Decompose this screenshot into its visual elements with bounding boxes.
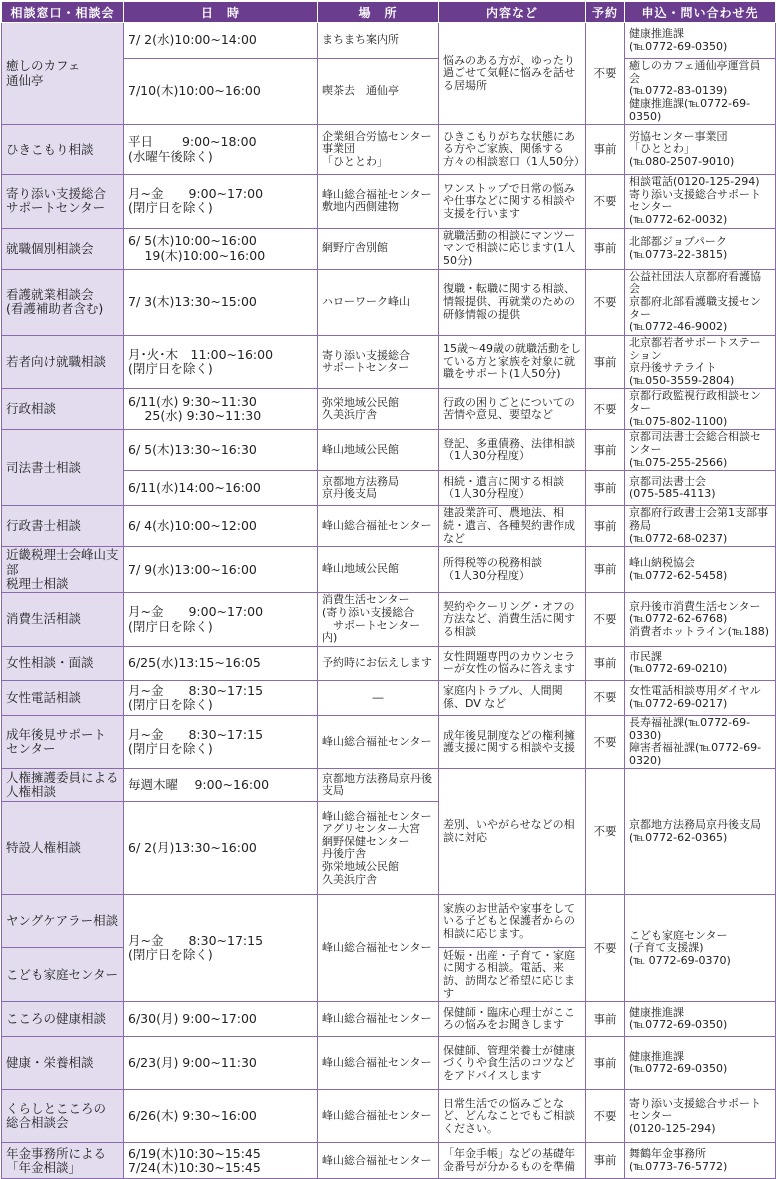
place-cell: 峰山総合福祉センター xyxy=(318,715,439,769)
name-cell: 人権擁護委員による 人権相談 xyxy=(2,769,124,802)
table-row xyxy=(2,1037,776,1090)
place-cell: 峰山総合福祉センター xyxy=(318,1090,439,1143)
table-row xyxy=(2,593,776,647)
place-cell: 峰山総合福祉センター xyxy=(318,1002,439,1037)
header-cell: 相談窓口・相談会 xyxy=(2,2,124,23)
contact-cell: 労協センター事業団 「ひととわ」 (℡080-2507-9010) xyxy=(625,125,776,175)
time-cell: 月~金 8:30~17:15 (閉庁日を除く) xyxy=(124,680,318,715)
resv-cell: 不要 xyxy=(586,593,625,647)
table-row xyxy=(2,769,776,802)
contact-cell: 北部都ジョブパーク (℡0773-22-3815) xyxy=(625,228,776,269)
header-cell: 予約 xyxy=(586,2,625,23)
header-row xyxy=(2,2,776,23)
place-cell: 峰山総合福祉センター アグリセンター大宮 網野保健センター 丹後庁舎 弥栄地域公民館 久美浜庁舎 xyxy=(318,802,439,895)
resv-cell: 事前 xyxy=(586,1037,625,1090)
table-row xyxy=(2,269,776,335)
content-cell: 15歳～49歳の就職活動をしている方と家族を対象に就職をサポート(1人50分) xyxy=(439,335,586,389)
place-cell: 消費生活センター (寄り添い支援総合 サポートセンター内) xyxy=(318,593,439,647)
content-cell: 家族のお世話や家事をしている子どもと保護者からの相談に応じます。 xyxy=(439,895,586,948)
time-cell: 月~金 8:30~17:15 (閉庁日を除く) xyxy=(124,895,318,1002)
content-cell: 登記、多重債務、法律相談（1人30分程度） xyxy=(439,430,586,471)
resv-cell: 不要 xyxy=(586,175,625,229)
content-cell: 家庭内トラブル、人間関係、DV など xyxy=(439,680,586,715)
place-cell: 予約時にお伝えします xyxy=(318,646,439,680)
time-cell: 6/ 5(木)10:00~16:00 19(木)10:00~16:00 xyxy=(124,228,318,269)
table-row xyxy=(2,680,776,715)
table-row xyxy=(2,125,776,175)
contact-cell: 京都地方法務局京丹後支局 (℡0772-62-0365) xyxy=(625,769,776,895)
table-row xyxy=(2,715,776,769)
contact-cell: 健康推進課 (℡0772-69-0350) xyxy=(625,1002,776,1037)
place-cell: 網野庁舎別館 xyxy=(318,228,439,269)
name-cell: 癒しのカフェ 通仙亭 xyxy=(2,23,124,125)
time-cell: 平日 9:00~18:00 (水曜午後除く) xyxy=(124,125,318,175)
name-cell: 特設人権相談 xyxy=(2,802,124,895)
table-row xyxy=(2,23,776,59)
place-cell: 峰山地域公民館 xyxy=(318,430,439,471)
resv-cell: 不要 xyxy=(586,269,625,335)
contact-cell: 峰山納税協会 (℡0772-62-5458) xyxy=(625,547,776,593)
table-row xyxy=(2,547,776,593)
table-row xyxy=(2,175,776,229)
resv-cell: 事前 xyxy=(586,547,625,593)
name-cell: 健康・栄養相談 xyxy=(2,1037,124,1090)
resv-cell: 不要 xyxy=(586,23,625,125)
name-cell: 司法書士相談 xyxy=(2,430,124,506)
name-cell: 看護就業相談会 (看護補助者含む) xyxy=(2,269,124,335)
table-row xyxy=(2,389,776,430)
time-cell: 6/11(水)14:00~16:00 xyxy=(124,471,318,506)
place-cell: 寄り添い支援総合 サポートセンター xyxy=(318,335,439,389)
name-cell: 成年後見サポート センター xyxy=(2,715,124,769)
resv-cell: 事前 xyxy=(586,471,625,506)
contact-cell: 健康推進課 (℡0772-69-0350) xyxy=(625,23,776,59)
place-cell: ハローワーク峰山 xyxy=(318,269,439,335)
time-cell: 月･火･木 11:00~16:00 (閉庁日を除く) xyxy=(124,335,318,389)
time-cell: 6/ 2(月)13:30~16:00 xyxy=(124,802,318,895)
time-cell: 6/19(木)10:30~15:45 7/24(木)10:30~15:45 xyxy=(124,1143,318,1179)
content-cell: 相続・遺言に関する相談（1人30分程度） xyxy=(439,471,586,506)
content-cell: 就職活動の相談にマンツーマンで相談に応じます(1人50分) xyxy=(439,228,586,269)
contact-cell: 公益社団法人京都府看護協会 京都府北部看護職支援センター (℡0772-46-9002) xyxy=(625,269,776,335)
table-row xyxy=(2,430,776,471)
place-cell: ― xyxy=(318,680,439,715)
name-cell: 寄り添い支援総合 サポートセンター xyxy=(2,175,124,229)
content-cell: 「年金手帳」などの基礎年金番号が分かるものを準備 xyxy=(439,1143,586,1179)
header-cell: 申込・問い合わせ先 xyxy=(625,2,776,23)
time-cell: 月~金 9:00~17:00 (閉庁日を除く) xyxy=(124,175,318,229)
resv-cell: 事前 xyxy=(586,1143,625,1179)
table-row xyxy=(2,335,776,389)
content-cell: 復職・転職に関する相談、情報提供、再就業のための研修情報の提供 xyxy=(439,269,586,335)
table-row xyxy=(2,1002,776,1037)
name-cell: 消費生活相談 xyxy=(2,593,124,647)
time-cell: 毎週木曜 9:00~16:00 xyxy=(124,769,318,802)
table-body xyxy=(2,23,776,1179)
contact-cell: こども家庭センター (子育て支援課) (℡ 0772-69-0370) xyxy=(625,895,776,1002)
contact-cell: 寄り添い支援総合サポートセンター (0120-125-294) xyxy=(625,1090,776,1143)
place-cell: 京都地方法務局 京丹後支局 xyxy=(318,471,439,506)
place-cell: 峰山総合福祉センター 敷地内西側建物 xyxy=(318,175,439,229)
name-cell: 女性電話相談 xyxy=(2,680,124,715)
content-cell: ひきこもりがちな状態にある方やご家族、関係する方々の相談窓口（1人50分） xyxy=(439,125,586,175)
content-cell: 保健師・臨床心理士がこころの悩みをお聞きします xyxy=(439,1002,586,1037)
contact-cell: 京都府行政書士会第1支部事務局 (℡0772-68-0237) xyxy=(625,506,776,547)
name-cell: 年金事務所による 「年金相談」 xyxy=(2,1143,124,1179)
contact-cell: 京都行政監視行政相談センター (℡075-802-1100) xyxy=(625,389,776,430)
contact-cell: 京丹後市消費生活センター (℡0772-62-6768) 消費者ホットライン(℡188) xyxy=(625,593,776,647)
content-cell: 所得税等の税務相談 （1人30分程度） xyxy=(439,547,586,593)
content-cell: 行政の困りごとについての苦情や意見、要望など xyxy=(439,389,586,430)
name-cell: 若者向け就職相談 xyxy=(2,335,124,389)
content-cell: 差別、いやがらせなどの相談に対応 xyxy=(439,769,586,895)
resv-cell: 不要 xyxy=(586,715,625,769)
contact-cell: 相談電話(0120-125-294) 寄り添い支援総合サポートセンター (℡0772-62-0032) xyxy=(625,175,776,229)
resv-cell: 不要 xyxy=(586,1090,625,1143)
time-cell: 6/25(水)13:15~16:05 xyxy=(124,646,318,680)
content-cell: 女性問題専門のカウンセラーが女性の悩みに答えます xyxy=(439,646,586,680)
name-cell: 近畿税理士会峰山支部 税理士相談 xyxy=(2,547,124,593)
contact-cell: 長寿福祉課(℡0772-69-0330) 障害者福祉課(℡0772-69-0320) xyxy=(625,715,776,769)
place-cell: 弥栄地域公民館 久美浜庁舎 xyxy=(318,389,439,430)
name-cell: こころの健康相談 xyxy=(2,1002,124,1037)
time-cell: 6/30(月) 9:00~17:00 xyxy=(124,1002,318,1037)
place-cell: 峰山総合福祉センター xyxy=(318,895,439,1002)
resv-cell: 事前 xyxy=(586,646,625,680)
name-cell: 女性相談・面談 xyxy=(2,646,124,680)
contact-cell: 健康推進課 (℡0772-69-0350) xyxy=(625,1037,776,1090)
header-cell: 内容など xyxy=(439,2,586,23)
table-row xyxy=(2,1143,776,1179)
time-cell: 6/ 4(水)10:00~12:00 xyxy=(124,506,318,547)
time-cell: 6/11(水) 9:30~11:30 25(水) 9:30~11:30 xyxy=(124,389,318,430)
content-cell: ワンストップで日常の悩みや仕事などに関する相談や支援を行います xyxy=(439,175,586,229)
content-cell: 保健師、管理栄養士が健康づくりや食生活のコツなどをアドバイスします xyxy=(439,1037,586,1090)
time-cell: 6/ 5(木)13:30~16:30 xyxy=(124,430,318,471)
resv-cell: 事前 xyxy=(586,506,625,547)
resv-cell: 事前 xyxy=(586,1002,625,1037)
name-cell: こども家庭センター xyxy=(2,948,124,1002)
place-cell: 喫茶去 通仙亭 xyxy=(318,59,439,125)
table-row xyxy=(2,646,776,680)
time-cell: 7/ 9(水)13:00~16:00 xyxy=(124,547,318,593)
place-cell: 京都地方法務局京丹後支局 xyxy=(318,769,439,802)
resv-cell: 事前 xyxy=(586,430,625,471)
place-cell: 峰山総合福祉センター xyxy=(318,506,439,547)
consultation-table xyxy=(1,1,776,1179)
resv-cell: 事前 xyxy=(586,228,625,269)
name-cell: 就職個別相談会 xyxy=(2,228,124,269)
resv-cell: 不要 xyxy=(586,895,625,1002)
time-cell: 月~金 9:00~17:00 (閉庁日を除く) xyxy=(124,593,318,647)
contact-cell: 女性電話相談専用ダイヤル (℡0772-69-0217) xyxy=(625,680,776,715)
content-cell: 契約やクーリング・オフの方法など、消費生活に関する相談 xyxy=(439,593,586,647)
time-cell: 7/ 2(水)10:00~14:00 xyxy=(124,23,318,59)
header-cell: 日 時 xyxy=(124,2,318,23)
table-row xyxy=(2,228,776,269)
contact-cell: 舞鶴年金事務所 (℡0773-76-5772) xyxy=(625,1143,776,1179)
time-cell: 6/23(月) 9:00~11:30 xyxy=(124,1037,318,1090)
contact-cell: 京都司法書士会 (075-585-4113) xyxy=(625,471,776,506)
name-cell: 行政相談 xyxy=(2,389,124,430)
content-cell: 建設業許可、農地法、相続・遺言、各種契約書作成など xyxy=(439,506,586,547)
time-cell: 月~金 8:30~17:15 (閉庁日を除く) xyxy=(124,715,318,769)
name-cell: くらしとこころの 総合相談会 xyxy=(2,1090,124,1143)
contact-cell: 北京都若者サポートステーション 京丹後サテライト (℡050-3559-2804) xyxy=(625,335,776,389)
resv-cell: 事前 xyxy=(586,125,625,175)
resv-cell: 不要 xyxy=(586,389,625,430)
place-cell: まちまち案内所 xyxy=(318,23,439,59)
name-cell: ヤングケアラー相談 xyxy=(2,895,124,948)
name-cell: ひきこもり相談 xyxy=(2,125,124,175)
table-row xyxy=(2,506,776,547)
place-cell: 峰山総合福祉センター xyxy=(318,1143,439,1179)
place-cell: 峰山地域公民館 xyxy=(318,547,439,593)
contact-cell: 京都司法書士会総合相談センター (℡075-255-2566) xyxy=(625,430,776,471)
place-cell: 峰山総合福祉センター xyxy=(318,1037,439,1090)
contact-cell: 癒しのカフェ通仙亭運営員会 (℡0772-83-0139) 健康推進課(℡0772-69-0350) xyxy=(625,59,776,125)
table-row xyxy=(2,895,776,948)
content-cell: 妊娠・出産・子育て・家庭に関する相談。電話、来訪、訪問など希望に応じます xyxy=(439,948,586,1002)
place-cell: 企業組合労協センター事業団 「ひととわ」 xyxy=(318,125,439,175)
time-cell: 7/ 3(木)13:30~15:00 xyxy=(124,269,318,335)
header-cell: 場 所 xyxy=(318,2,439,23)
name-cell: 行政書士相談 xyxy=(2,506,124,547)
table-row xyxy=(2,1090,776,1143)
contact-cell: 市民課 (℡0772-69-0210) xyxy=(625,646,776,680)
content-cell: 日常生活での悩みごとなど、どんなことでもご相談ください。 xyxy=(439,1090,586,1143)
resv-cell: 不要 xyxy=(586,680,625,715)
time-cell: 6/26(木) 9:30~16:00 xyxy=(124,1090,318,1143)
resv-cell: 事前 xyxy=(586,335,625,389)
content-cell: 成年後見制度などの権利擁護支援に関する相談や支援 xyxy=(439,715,586,769)
time-cell: 7/10(木)10:00~16:00 xyxy=(124,59,318,125)
content-cell: 悩みのある方が、ゆったり過ごせて気軽に悩みを話せる居場所 xyxy=(439,23,586,125)
resv-cell: 不要 xyxy=(586,769,625,895)
